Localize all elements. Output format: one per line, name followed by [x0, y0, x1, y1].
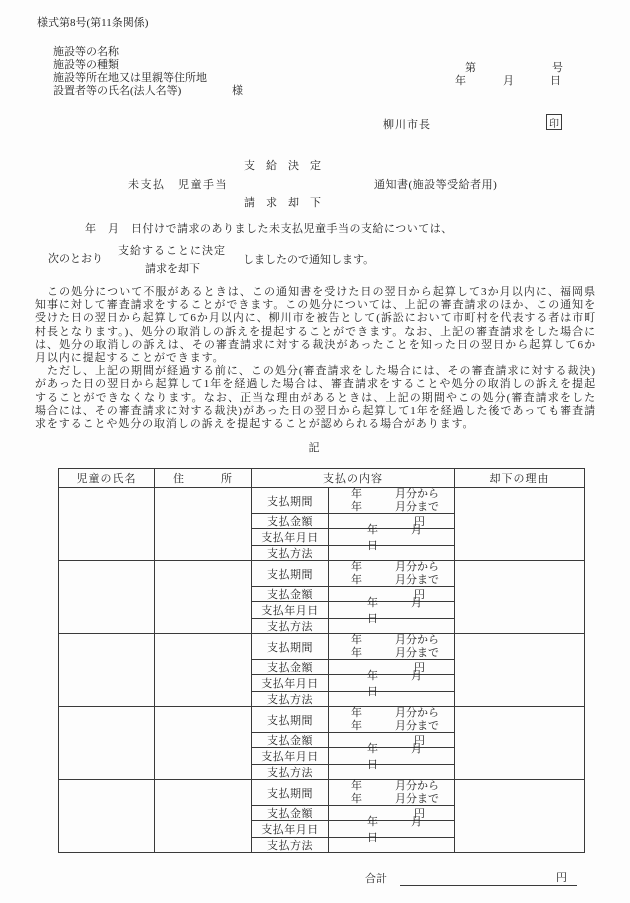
payment-amount-label: 支払金額 [252, 660, 329, 675]
total-amount-blank [400, 869, 577, 886]
amount-unit: 円 [414, 808, 425, 820]
table-row-group [59, 561, 584, 634]
mayor-name: 柳川市長 [383, 119, 431, 131]
total-unit: 円 [556, 872, 567, 884]
amount-unit: 円 [414, 516, 425, 528]
payment-date-value [329, 816, 455, 844]
table-row-group [59, 488, 584, 561]
rejection-reason-cell [455, 707, 584, 779]
form-number: 様式第8号(第11条関係) [37, 17, 149, 29]
payment-date-label: 支払年月日 [252, 675, 329, 692]
address-cell [155, 488, 252, 560]
address-cell [155, 780, 252, 852]
payment-method-value [329, 619, 455, 633]
founder-name-label: 設置者等の氏名(法人名等) [53, 85, 182, 97]
payment-method-label: 支払方法 [252, 765, 329, 779]
title-option-reject: 請 求 却 下 [244, 197, 321, 209]
payment-date-ymd: 年 月 日 [367, 597, 444, 625]
address-cell [155, 634, 252, 706]
amount-unit: 円 [414, 735, 425, 747]
facility-address-label: 施設等所在地又は里親等住所地 [53, 72, 207, 84]
period-to-line: 年 月分まで [351, 719, 439, 732]
payment-amount-label: 支払金額 [252, 587, 329, 602]
payment-date-label: 支払年月日 [252, 529, 329, 546]
rejection-reason-cell [455, 488, 584, 560]
payment-period-label: 支払期間 [252, 780, 329, 806]
payment-period-value [329, 707, 455, 733]
appeal-paragraph-1: この処分について不服があるときは、この通知書を受けた日の翌日から起算して3か月以内に、福岡県知事に対して審査請求をすることができます。この処分については、上記の審査請求のほか、この通知を受けた日の翌日から起算して6か月以内に、柳川市を被告として(訴訟において市町村を代表する者は市町村長となります。)、処分の取消しの訴えを提起することができます。なお、上記の審査請求をした場合には、処分の取消しの訴えは、その審査請求に対する裁決があったことを知った日の翌日から起算して6か月以内に提起することができます。 [35, 286, 596, 365]
payment-period-label: 支払期間 [252, 634, 329, 660]
period-to-line: 年 月分まで [351, 573, 439, 586]
founder-name-line [53, 85, 243, 98]
table-row-group [59, 634, 584, 707]
amount-unit: 円 [414, 662, 425, 674]
doc-date-year: 年 [455, 75, 466, 87]
header-payment-content: 支払の内容 [252, 469, 455, 487]
period-to-line: 年 月分まで [351, 646, 439, 659]
honorific-sama: 様 [232, 85, 243, 97]
period-from-line: 年 月分から [351, 633, 439, 646]
amount-unit: 円 [414, 589, 425, 601]
period-from-line: 年 月分から [351, 706, 439, 719]
payment-table-body [59, 488, 584, 852]
payment-method-label: 支払方法 [252, 619, 329, 633]
total-label: 合計 [365, 873, 387, 885]
doc-no-prefix: 第 [465, 62, 476, 74]
payment-method-label: 支払方法 [252, 546, 329, 560]
rejection-reason-cell [455, 780, 584, 852]
payment-method-value [329, 765, 455, 779]
child-name-cell [59, 780, 155, 852]
title-notice-type: 通知書(施設等受給者用) [374, 179, 498, 191]
header-child-name: 児童の氏名 [59, 469, 155, 487]
payment-period-label: 支払期間 [252, 488, 329, 514]
intro-option-grant: 支給することに決定 [118, 245, 226, 257]
payment-method-label: 支払方法 [252, 838, 329, 852]
child-name-cell [59, 634, 155, 706]
payment-method-value [329, 692, 455, 706]
header-rejection-reason: 却下の理由 [489, 473, 550, 485]
payment-date-ymd: 年 月 日 [367, 524, 444, 552]
table-row-group [59, 707, 584, 780]
intro-suffix: しましたので通知します。 [243, 254, 375, 266]
payment-method-value [329, 838, 455, 852]
payment-period-label: 支払期間 [252, 707, 329, 733]
addressee-block [53, 46, 243, 98]
payment-date-ymd: 年 月 日 [367, 816, 444, 844]
doc-date-line [455, 72, 561, 88]
period-from-line: 年 月分から [351, 779, 439, 792]
table-row-group [59, 780, 584, 852]
facility-name-label: 施設等の名称 [53, 46, 119, 58]
payment-period-label: 支払期間 [252, 561, 329, 587]
title-option-grant: 支 給 決 定 [244, 160, 321, 172]
ki-marker: 記 [308, 442, 322, 454]
payment-amount-label: 支払金額 [252, 733, 329, 748]
payment-period-value [329, 561, 455, 587]
doc-date-day: 日 [550, 75, 561, 87]
payment-method-value [329, 546, 455, 560]
payment-period-value [329, 488, 455, 514]
intro-date-line: 年 月 日付けで請求のありました未支払児童手当の支給については、 [85, 223, 453, 235]
period-to-line: 年 月分まで [351, 792, 439, 805]
seal-character: 印 [549, 118, 559, 130]
payment-period-value [329, 780, 455, 806]
payment-period-value [329, 634, 455, 660]
payment-date-ymd: 年 月 日 [367, 670, 444, 698]
address-cell [155, 707, 252, 779]
child-name-cell [59, 488, 155, 560]
payment-date-label: 支払年月日 [252, 821, 329, 838]
title-main: 未支払 児童手当 [128, 179, 228, 191]
payment-table-header [59, 469, 584, 488]
doc-date-month: 月 [503, 75, 514, 87]
payment-date-value [329, 743, 455, 771]
rejection-reason-cell [455, 634, 584, 706]
period-to-line: 年 月分まで [351, 500, 439, 513]
payment-table [58, 468, 585, 853]
appeal-paragraph-2: ただし、上記の期間が経過する前に、この処分(審査請求をした場合には、その審査請求に対する裁決)があった日の翌日から起算して1年を経過した場合は、審査請求をすることや処分の取消しの訴えを提起することができなくなります。なお、正当な理由があるときは、上記の期間やこの処分(審査請求をした場合には、その審査請求に対する裁決)があった日の翌日から起算して1年を経過した後であっても審査請求をすることや処分の取消しの訴えを提起することが認められる場合があります。 [35, 365, 596, 431]
payment-date-label: 支払年月日 [252, 748, 329, 765]
intro-prefix: 次のとおり [48, 253, 103, 265]
payment-date-value [329, 524, 455, 552]
payment-amount-label: 支払金額 [252, 514, 329, 529]
total-row [365, 869, 577, 886]
doc-no-suffix: 号 [552, 62, 563, 74]
facility-type-label: 施設等の種類 [53, 59, 119, 71]
intro-option-reject: 請求を却下 [145, 263, 200, 275]
payment-method-label: 支払方法 [252, 692, 329, 706]
header-address: 住 所 [155, 469, 252, 487]
rejection-reason-cell [455, 561, 584, 633]
child-name-cell [59, 561, 155, 633]
payment-amount-label: 支払金額 [252, 806, 329, 821]
child-name-cell [59, 707, 155, 779]
payment-date-ymd: 年 月 日 [367, 743, 444, 771]
period-from-line: 年 月分から [351, 560, 439, 573]
payment-date-value [329, 597, 455, 625]
seal-mark [546, 114, 562, 130]
payment-date-value [329, 670, 455, 698]
address-cell [155, 561, 252, 633]
appeal-instructions [35, 286, 596, 431]
payment-date-label: 支払年月日 [252, 602, 329, 619]
period-from-line: 年 月分から [351, 487, 439, 500]
